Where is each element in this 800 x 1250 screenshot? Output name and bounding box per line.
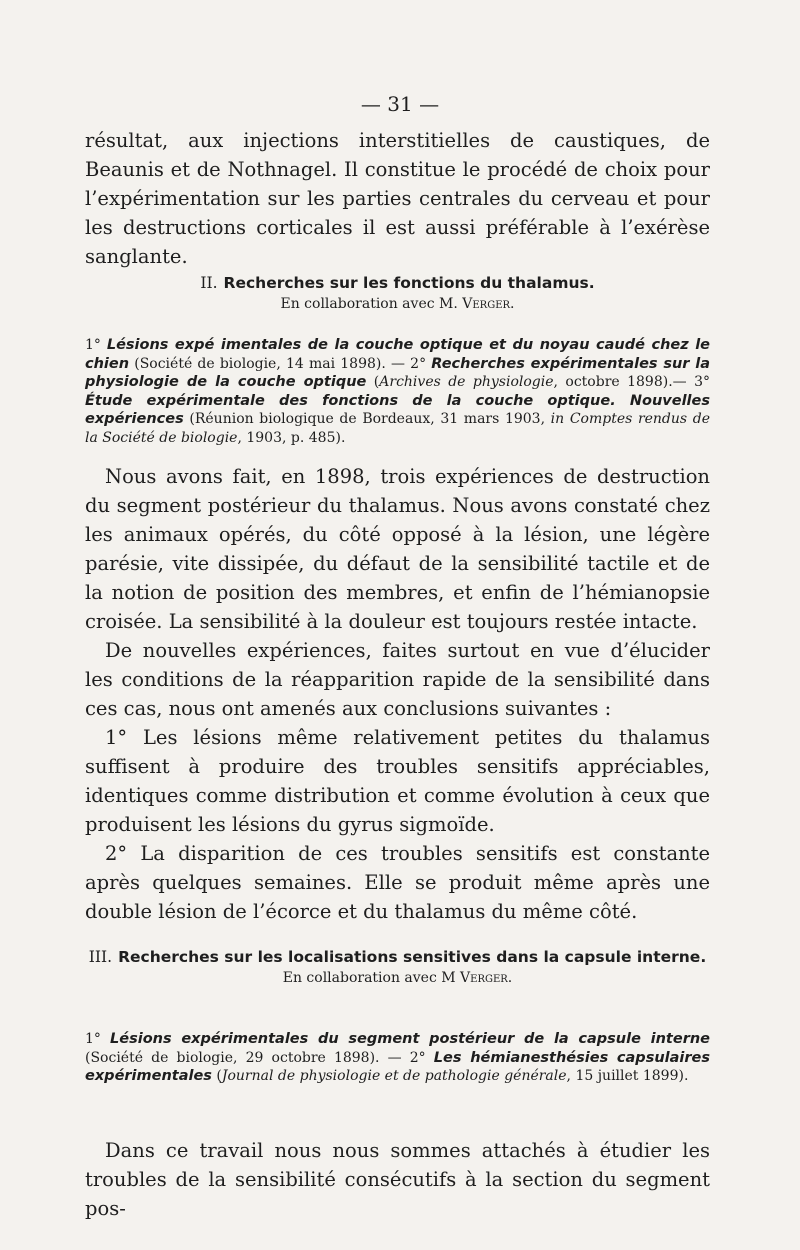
- paragraph: De nouvelles expériences, faites surtout en vue d’élucider les conditions de la réapparition rapide de la sensibilité dans ces cas, nous ont amenés aux conclusions suivantes :: [85, 639, 710, 720]
- biblio-title: Lésions expé imentales de la couche optique et du noyau caudé chez le chien: [85, 337, 710, 372]
- paragraph: 1° Les lésions même relativement petites du thalamus suffisent à produire des troubles sensitifs appréciables, identiques comme distribution et comme évolution à ceux que produisent les lésions du gyrus sigmoïde.: [85, 726, 710, 836]
- section-3-heading: [85, 946, 710, 986]
- intro-paragraph: [85, 126, 710, 271]
- section-2-bibliography: [85, 336, 710, 447]
- section-3-title: [85, 946, 710, 968]
- collab-name: Verger.: [462, 296, 515, 312]
- collab-prefix: En collaboration avec M: [282, 970, 456, 986]
- biblio-title: Recherches expérimentales sur la physiologie de la couche optique: [85, 355, 710, 390]
- biblio-title: Lésions expérimentales du segment postérieur de la capsule interne: [110, 1031, 710, 1047]
- section-2-body: [85, 462, 710, 926]
- biblio-text: (: [366, 374, 380, 390]
- bibliography-text: [85, 1030, 710, 1086]
- biblio-text: (Réunion biologique de Bordeaux, 31 mars 1903,: [183, 411, 551, 427]
- section-3-number: III.: [88, 948, 113, 966]
- biblio-text: (: [211, 1068, 222, 1084]
- biblio-text: , 1903, p. 485).: [237, 429, 346, 446]
- biblio-text: , octobre 1898).— 3°: [553, 374, 710, 390]
- paragraph: 2° La disparition de ces troubles sensitifs est constante après quelques semaines. Elle se produit même après une double lésion de l’écorce et du thalamus du même côté.: [85, 842, 710, 923]
- biblio-text: (Société de biologie, 14 mai 1898). — 2°: [129, 355, 432, 372]
- biblio-title: Étude expérimentale des fonctions de la couche optique. Nouvelles expériences: [85, 392, 710, 427]
- biblio-source: Journal de physiologie et de pathologie générale: [221, 1068, 567, 1084]
- section-3-bibliography: [85, 1030, 710, 1086]
- biblio-text: 1°: [85, 337, 107, 353]
- biblio-text: , 15 juillet 1899).: [566, 1068, 689, 1084]
- biblio-text: (Société de biologie, 29 octobre 1898). — 2°: [85, 1049, 434, 1066]
- biblio-text: 1°: [85, 1031, 111, 1047]
- section-2-heading: [85, 272, 710, 312]
- bibliography-text: [85, 336, 710, 447]
- paragraph: Nous avons fait, en 1898, trois expériences de destruction du segment postérieur du thalamus. Nous avons constaté chez les animaux opérés, du côté opposé à la lésion, une légère parésie, vite dissipée, du défaut de la sensibilité tactile et de la notion de position des membres, et enfin de l’hémianopsie croisée. La sensibilité à la douleur est toujours restée intacte.: [85, 465, 710, 633]
- biblio-title: Les hémianesthésies capsulaires expérimentales: [85, 1049, 710, 1084]
- section-2-title-text: Recherches sur les fonctions du thalamus.: [223, 274, 595, 292]
- intro-text: résultat, aux injections interstitielles de caustiques, de Beaunis et de Nothnagel. Il constitue le procédé de choix pour l’expérimentation sur les parties centrales du cerveau et pour les destructions corticales il est aussi préférable à l’exérèse sanglante.: [85, 129, 710, 268]
- page-number: — 31 —: [360, 92, 440, 116]
- section-3-collaboration: [85, 970, 710, 986]
- biblio-source: in Comptes rendus de la Société de biologie: [85, 411, 710, 446]
- section-3-body: [85, 1136, 710, 1223]
- section-3-title-text: Recherches sur les localisations sensitives dans la capsule interne.: [118, 948, 707, 966]
- collab-name: Verger.: [460, 970, 513, 986]
- paragraph: Dans ce travail nous nous sommes attachés à étudier les troubles de la sensibilité consécutifs à la section du segment pos-: [85, 1139, 710, 1220]
- section-2-collaboration: [85, 296, 710, 312]
- section-2-title: [85, 272, 710, 294]
- biblio-source: Archives de physiologie: [379, 374, 554, 390]
- section-2-number: II.: [200, 274, 218, 292]
- collab-prefix: En collaboration avec M.: [280, 296, 458, 312]
